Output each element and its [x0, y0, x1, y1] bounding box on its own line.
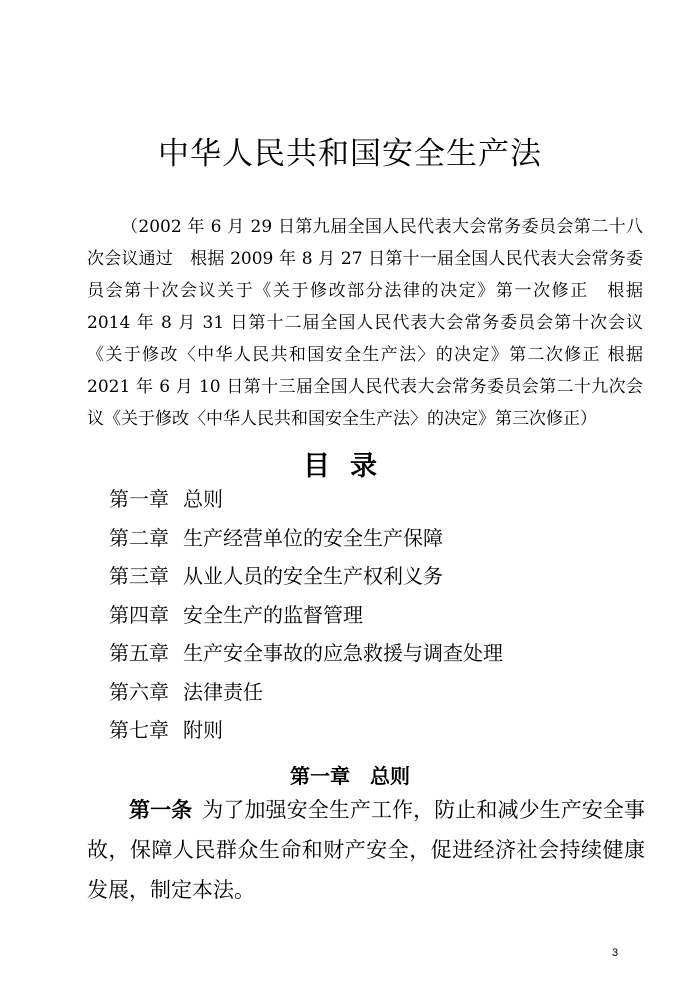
toc-item [109, 638, 629, 677]
chapter-heading: 第一章 总则 [290, 764, 410, 788]
toc-chapter-label: 附则 [183, 718, 223, 742]
toc-item [109, 715, 629, 754]
toc-chapter-label: 生产安全事故的应急救援与调查处理 [183, 641, 503, 665]
toc-chapter-number: 第七章 [109, 718, 169, 742]
preamble-text: （2002 年 6 月 29 日第九届全国人民代表大会常务委员会第二十八次会议通过 根据 2009 年 8 月 27 日第十一届全国人民代表大会常务委员会第十次会议关于《关于修改部分法律的决定》第一次修正 根据 2014 年 8 月 31 日第十二届全国人民代表大会常务委员会第十次会议《关于修改〈中华人民共和国安全生产法〉的决定》第二次修正 根据 2021 年 6 月 10 日第十三届全国人民代表大会常务委员会第二十九次会议《关于修改〈中华人民共和国安全生产法〉的决定》第三次修正） [87, 217, 643, 429]
toc-chapter-label: 总则 [183, 487, 223, 511]
toc-chapter-label: 安全生产的监督管理 [183, 602, 363, 627]
article-paragraph [87, 790, 645, 910]
toc-chapter-label: 生产经营单位的安全生产保障 [183, 525, 443, 550]
toc-chapter-number: 第六章 [109, 679, 169, 704]
toc-chapter-number: 第四章 [109, 602, 169, 627]
document-title: 中华人民共和国安全生产法 [158, 136, 542, 172]
toc-item [109, 677, 629, 716]
toc-item [109, 523, 629, 562]
toc-chapter-label: 从业人员的安全生产权利义务 [183, 564, 443, 588]
toc-chapter-number: 第五章 [109, 641, 169, 665]
toc-chapter-label: 法律责任 [183, 679, 263, 704]
toc-chapter-number: 第三章 [109, 564, 169, 588]
toc-list [109, 484, 629, 754]
toc-item [109, 600, 629, 639]
article-text: 为了加强安全生产工作，防止和减少生产安全事故，保障人民群众生命和财产安全，促进经济社会持续健康发展，制定本法。 [87, 798, 646, 902]
article-label: 第一条 [129, 798, 193, 822]
toc-title: 目录 [303, 451, 397, 482]
toc-chapter-number: 第二章 [109, 525, 169, 550]
toc-chapter-number: 第一章 [109, 487, 169, 511]
page-number: 3 [612, 947, 619, 959]
toc-item [109, 484, 629, 523]
toc-item [109, 561, 629, 600]
